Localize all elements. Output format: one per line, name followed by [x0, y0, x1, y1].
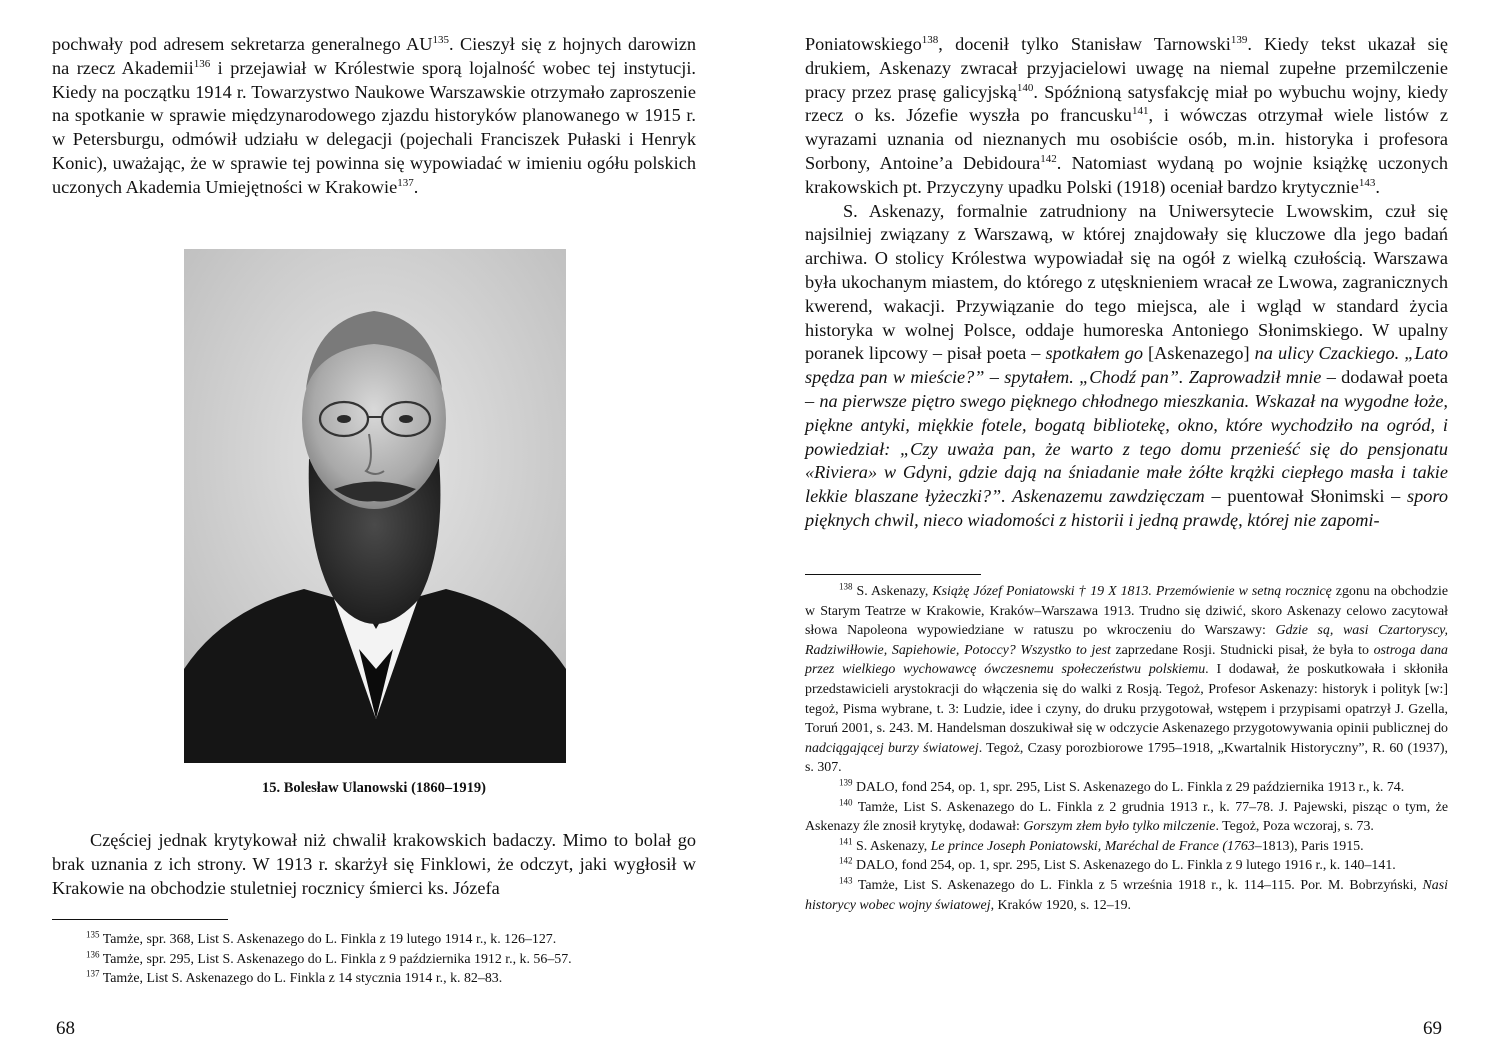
italic-run: Le prince Joseph Poniatowski, Maréchal de France (1763: [930, 838, 1255, 854]
page-number-right: 69: [1423, 1018, 1442, 1039]
italic-run: ostroga dana przez wielkiego wychowawcę ówczesnemu społeczeństwu polskiemu: [805, 642, 1448, 678]
footnote-rule-right: [805, 574, 981, 575]
paragraph: [52, 969, 696, 989]
text-run: [Askenazego]: [1142, 343, 1255, 364]
footnote-ref: 137: [86, 968, 100, 979]
footnote-ref: 136: [86, 948, 100, 959]
footnote-ref: 136: [193, 57, 211, 70]
footnote-rule: [52, 919, 228, 920]
text-run: –1813), Paris 1915.: [1254, 838, 1364, 854]
paragraph: [805, 837, 1448, 857]
left-top-text: [52, 33, 696, 200]
footnote-ref: 143: [839, 875, 853, 886]
footnote-ref: 141: [1131, 105, 1149, 118]
italic-run: spotkałem go: [1045, 343, 1143, 364]
footnote-ref: 135: [86, 929, 100, 940]
text-run: . Spóźnioną satysfakcję miał po wybuchu wojny, kiedy rzecz o ks. Józefie wyszła po francusku: [805, 81, 1448, 126]
footnote-ref: 142: [1040, 152, 1057, 165]
text-run: Tamże, spr. 295, List S. Askenazego do L. Finkla z 9 października 1912 r., k. 56–57.: [99, 951, 572, 967]
figure-caption: 15. Bolesław Ulanowski (1860–1919): [262, 780, 486, 796]
paragraph: [805, 200, 1448, 533]
footnote-ref: 140: [839, 796, 853, 807]
text-run: . Tegoż, Poza wczoraj, s. 73.: [1215, 819, 1374, 835]
left-bottom-text: [52, 829, 696, 900]
text-run: DALO, fond 254, op. 1, spr. 295, List S. Askenazego do L. Finkla z 9 lutego 1916 r., k. 140–141.: [852, 858, 1396, 874]
italic-run: Gdzie są, wasi Czartoryscy, Radziwiłłowie, Sapiehowie, Potoccy? Wszystko to jest: [805, 623, 1448, 658]
text-run: . Kiedy tekst ukazał się drukiem, Askenazy zwracał przyjacielowi uwagę na niemal zupełne przemilczenie pracy przez prasę galicyjską: [805, 34, 1448, 102]
text-run: zaprzedane Rosji. Studnicki pisał, że była to: [1110, 642, 1374, 658]
footnote-ref: 141: [839, 836, 853, 847]
paragraph: [52, 950, 696, 970]
footnote-ref: 138: [921, 33, 939, 46]
footnote-ref: 135: [432, 33, 449, 46]
page-number-left: 68: [56, 1018, 75, 1039]
italic-run: Książę Józef Poniatowski † 19 X 1813. Przemówienie w setną rocznicę: [932, 584, 1332, 599]
text-run: . I dodawał, że poskutkowała i skłoniła przedstawicieli arystokracji do włączenia się do walki z Rosją. Tegoż, Profesor Askenazy: historyk i polityk [w:] tegoż, Pisma wybrane, t. 3: Ludzie, idee i czyny, do druku przygotował, wstępem i przypisami opatrzył J. Gzella, Toruń 2001, s. 243. M. Handelsman doszukiwał się w odczycie Askenazego przygotowywania opinii publicznej do: [805, 662, 1448, 737]
italic-run: na ulicy Czackiego. „Lato spędza pan w mieście?” – spytałem. „Chodź pan”. Zaprowadził mnie: [805, 343, 1448, 388]
paragraph: [805, 856, 1448, 876]
text-run: Tamże, List S. Askenazego do L. Finkla z 14 stycznia 1914 r., k. 82–83.: [99, 971, 503, 987]
right-footnotes: [805, 582, 1448, 915]
text-run: . Natomiast wydaną po wojnie książkę uczonych krakowskich pt. Przyczyny upadku Polski (1918) oceniał bardzo krytycznie: [805, 152, 1448, 197]
footnote-ref: 140: [1016, 81, 1034, 94]
footnote-ref: 137: [397, 176, 414, 189]
footnote-ref: 139: [1230, 33, 1248, 46]
text-run: i przejawiał w Królestwie sporą lojalność wobec tej instytucji. Kiedy na początku 1914 r. Towarzystwo Naukowe Warszawskie otrzymało zaproszenie na spotkanie w sprawie międzynarodowego zjazdu historyków planowanego w 1915 r. w Petersburgu, odmówił udziału w delegacji (pojechali Franciszek Pułaski i Henryk Konic), uważając, że w sprawie tej powinna się wypowiadać w imieniu ogółu polskich uczonych Akademia Umiejętności w Krakowie: [52, 57, 696, 197]
footnote-ref: 138: [839, 581, 853, 592]
paragraph: [805, 798, 1448, 837]
text-run: . Cieszył się z hojnych darowizn na rzecz Akademii: [52, 34, 696, 78]
italic-run: nadciągającej burzy światowej: [805, 740, 979, 756]
text-run: S. Askenazy, formalnie zatrudniony na Uniwersytecie Lwowskim, czuł się najsilniej związany z Warszawą, w której znajdowały się kluczowe dla jego badań archiwa. O stolicy Królestwa wypowiadał się na ogół z wielką czułością. Warszawa była ukochanym miastem, do którego z utęsknieniem wracał ze Lwowa, zagranicznych kwerend, wakacji. Przywiązanie do tego miejsca, ale i wgląd w standard życia historyka w wolnej Polsce, oddaje humoreska Antoniego Słonimskiego. W upalny poranek lipcowy – pisał poeta –: [805, 200, 1448, 364]
text-run: zgonu na obchodzie w Starym Teatrze w Krakowie, Kraków–Warszawa 1913. Trudno się dziwić, skoro Askenazy celowo zacytował słowa Napoleona wypowiedziane w ratuszu po wkroczeniu do Warszawy:: [805, 584, 1448, 639]
italic-run: Gorszym złem było tylko milczenie: [1023, 819, 1216, 835]
italic-run: na pierwsze piętro swego pięknego chłodnego mieszkania. Wskazał na wygodne łoże, piękne antyki, miękkie fotele, bogatą bibliotekę, okno, które wychodziło na ogród, i powiedział: „Czy uważa pan, że warto z tego domu przenieść się do pensjonatu «Riviera» w Gdyni, gdzie dają na śniadanie małe żółte krążki ciepłego masła i takie lekkie blaszane łyżeczki?”. Askenazemu zawdzięczam: [805, 390, 1448, 507]
left-footnotes: [52, 930, 696, 989]
right-page: [805, 0, 1448, 1064]
paragraph: [805, 876, 1448, 915]
paragraph: [52, 33, 696, 200]
text-run: S. Askenazy,: [852, 584, 933, 599]
text-run: . Tegoż, Czasy porozbiorowe 1795–1918, „Kwartalnik Historyczny”, R. 60 (1937), s. 307.: [805, 740, 1448, 776]
portrait-image: [184, 249, 566, 763]
text-run: .: [413, 176, 419, 197]
paragraph: [805, 582, 1448, 778]
footnote-ref: 139: [839, 777, 853, 788]
text-run: , Kraków 1920, s. 12–19.: [990, 897, 1132, 913]
portrait-photo: [184, 249, 566, 763]
italic-run: Nasi historycy wobec wojny światowej: [805, 877, 1448, 913]
text-run: .: [1375, 176, 1380, 197]
paragraph: [52, 829, 696, 900]
text-run: Częściej jednak krytykował niż chwalił krakowskich badaczy. Mimo to bolał go brak uznania z ich strony. W 1913 r. skarżył się Finklowi, że odczyt, jaki wygłosił w Krakowie na obchodzie stuletniej rocznicy śmierci ks. Józefa: [52, 830, 696, 898]
footnote-ref: 142: [839, 855, 853, 866]
text-run: S. Askenazy,: [852, 838, 931, 854]
text-run: , docenił tylko Stanisław Tarnowski: [938, 34, 1231, 54]
text-run: Tamże, List S. Askenazego do L. Finkla z 5 września 1918 r., k. 114–115. Por. M. Bobrzyński,: [852, 877, 1423, 893]
text-run: DALO, fond 254, op. 1, spr. 295, List S. Askenazego do L. Finkla z 29 października 1913 r., k. 74.: [852, 779, 1405, 795]
footnote-ref: 143: [1358, 176, 1376, 189]
right-main-text: [805, 33, 1448, 533]
italic-run: sporo pięknych chwil, nieco wiadomości z historii i jedną prawdę, której nie zapomi-: [805, 486, 1448, 530]
text-run: Tamże, spr. 368, List S. Askenazego do L. Finkla z 19 lutego 1914 r., k. 126–127.: [99, 932, 557, 947]
text-run: Tamże, List S. Askenazego do L. Finkla z 2 grudnia 1913 r., k. 77–78. J. Pajewski, pisząc o tym, że Askenazy źle znosił krytykę, dodawał:: [805, 799, 1448, 835]
text-run: pochwały pod adresem sekretarza generalnego AU: [52, 34, 433, 54]
paragraph: [805, 33, 1448, 200]
left-page: [52, 0, 696, 1064]
text-run: , i wówczas otrzymał wiele listów z wyrazami uznania od nieznanych mu osobiście osób, m.in. historyka i profesora Sorbony, Antoine’a Debidoura: [805, 105, 1448, 173]
text-run: – dodawał poeta –: [805, 367, 1448, 411]
text-run: Poniatowskiego: [805, 34, 922, 54]
text-run: – puentował Słonimski –: [1204, 486, 1408, 507]
paragraph: [805, 778, 1448, 798]
paragraph: [52, 930, 696, 950]
